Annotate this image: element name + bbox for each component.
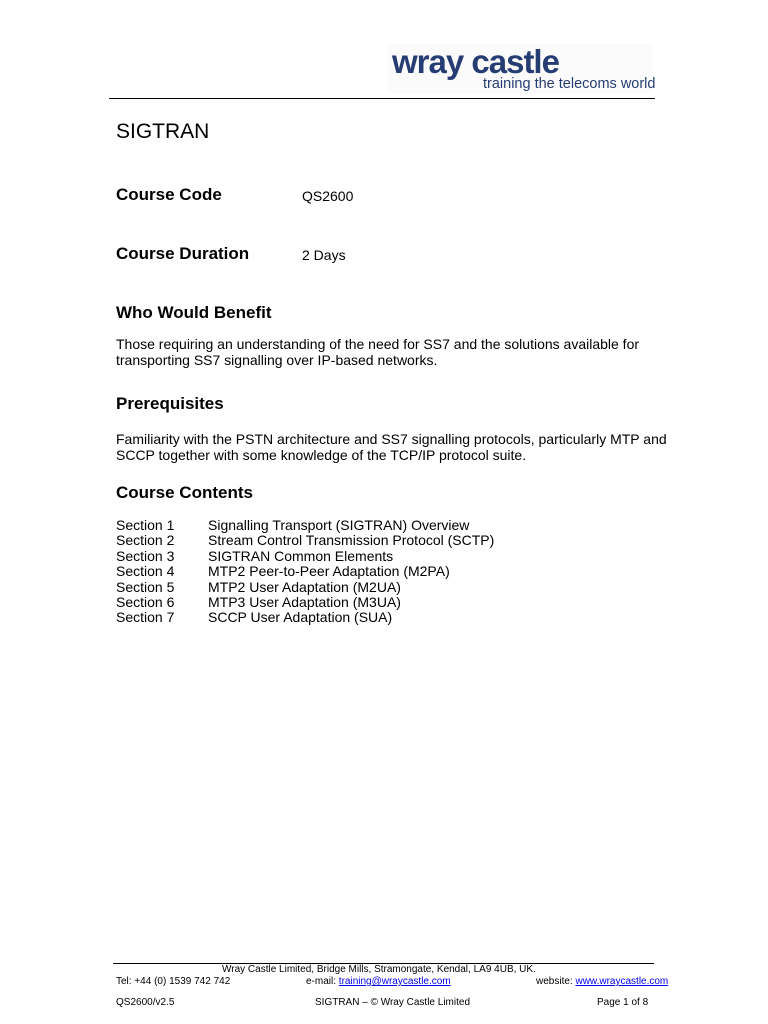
section-title: MTP2 Peer-to-Peer Adaptation (M2PA) [208,563,450,580]
logo-tagline: training the telecoms world [483,76,656,92]
section-label: Section 6 [116,593,175,610]
section-title: Stream Control Transmission Protocol (SCTP) [208,532,495,549]
course-contents-heading: Course Contents [116,483,253,502]
section-title: MTP2 User Adaptation (M2UA) [208,578,401,595]
section-title: MTP3 User Adaptation (M3UA) [208,593,401,610]
footer-page-number: Page 1 of 8 [597,997,649,1008]
footer-doc-title: SIGTRAN – © Wray Castle Limited [315,997,470,1008]
footer-tel: Tel: +44 (0) 1539 742 742 [116,976,231,987]
footer-website [536,976,668,988]
section-label: Section 4 [116,563,175,580]
who-would-benefit-heading: Who Would Benefit [116,303,272,322]
prerequisites-text: Familiarity with the PSTN architecture and SS7 signalling protocols, particularly MTP and SCCP together with some knowledge of the TCP/IP protocol suite. [116,431,667,463]
company-logo [388,43,656,94]
section-title: SIGTRAN Common Elements [208,547,394,564]
website-link[interactable]: www.wraycastle.com [575,976,669,987]
footer-email [306,976,451,988]
section-label: Section 3 [116,547,175,564]
email-link[interactable]: training@wraycastle.com [338,976,451,987]
course-code-label: Course Code [116,185,222,204]
section-title: Signalling Transport (SIGTRAN) Overview [208,517,470,533]
section-title: SCCP User Adaptation (SUA) [208,609,393,626]
section-label: Section 2 [116,532,175,549]
header-divider [109,98,655,99]
prerequisites-heading: Prerequisites [116,394,224,413]
footer-doc-ref: QS2600/v2.5 [116,997,175,1008]
who-would-benefit-text: Those requiring an understanding of the need for SS7 and the solutions available for transporting SS7 signalling over IP-based networks. [116,336,640,368]
section-label: Section 1 [116,517,175,533]
section-label: Section 5 [116,578,175,595]
course-duration-value: 2 Days [302,247,346,263]
footer-website-label: website: [536,976,573,987]
course-duration-label: Course Duration [116,244,250,263]
page-title: SIGTRAN [116,120,210,143]
logo-name: wray castle [392,43,559,80]
footer-address: Wray Castle Limited, Bridge Mills, Stramongate, Kendal, LA9 4UB, UK. [222,964,536,975]
footer-email-label: e-mail: [306,976,337,987]
course-code-value: QS2600 [302,188,354,204]
section-label: Section 7 [116,609,175,626]
